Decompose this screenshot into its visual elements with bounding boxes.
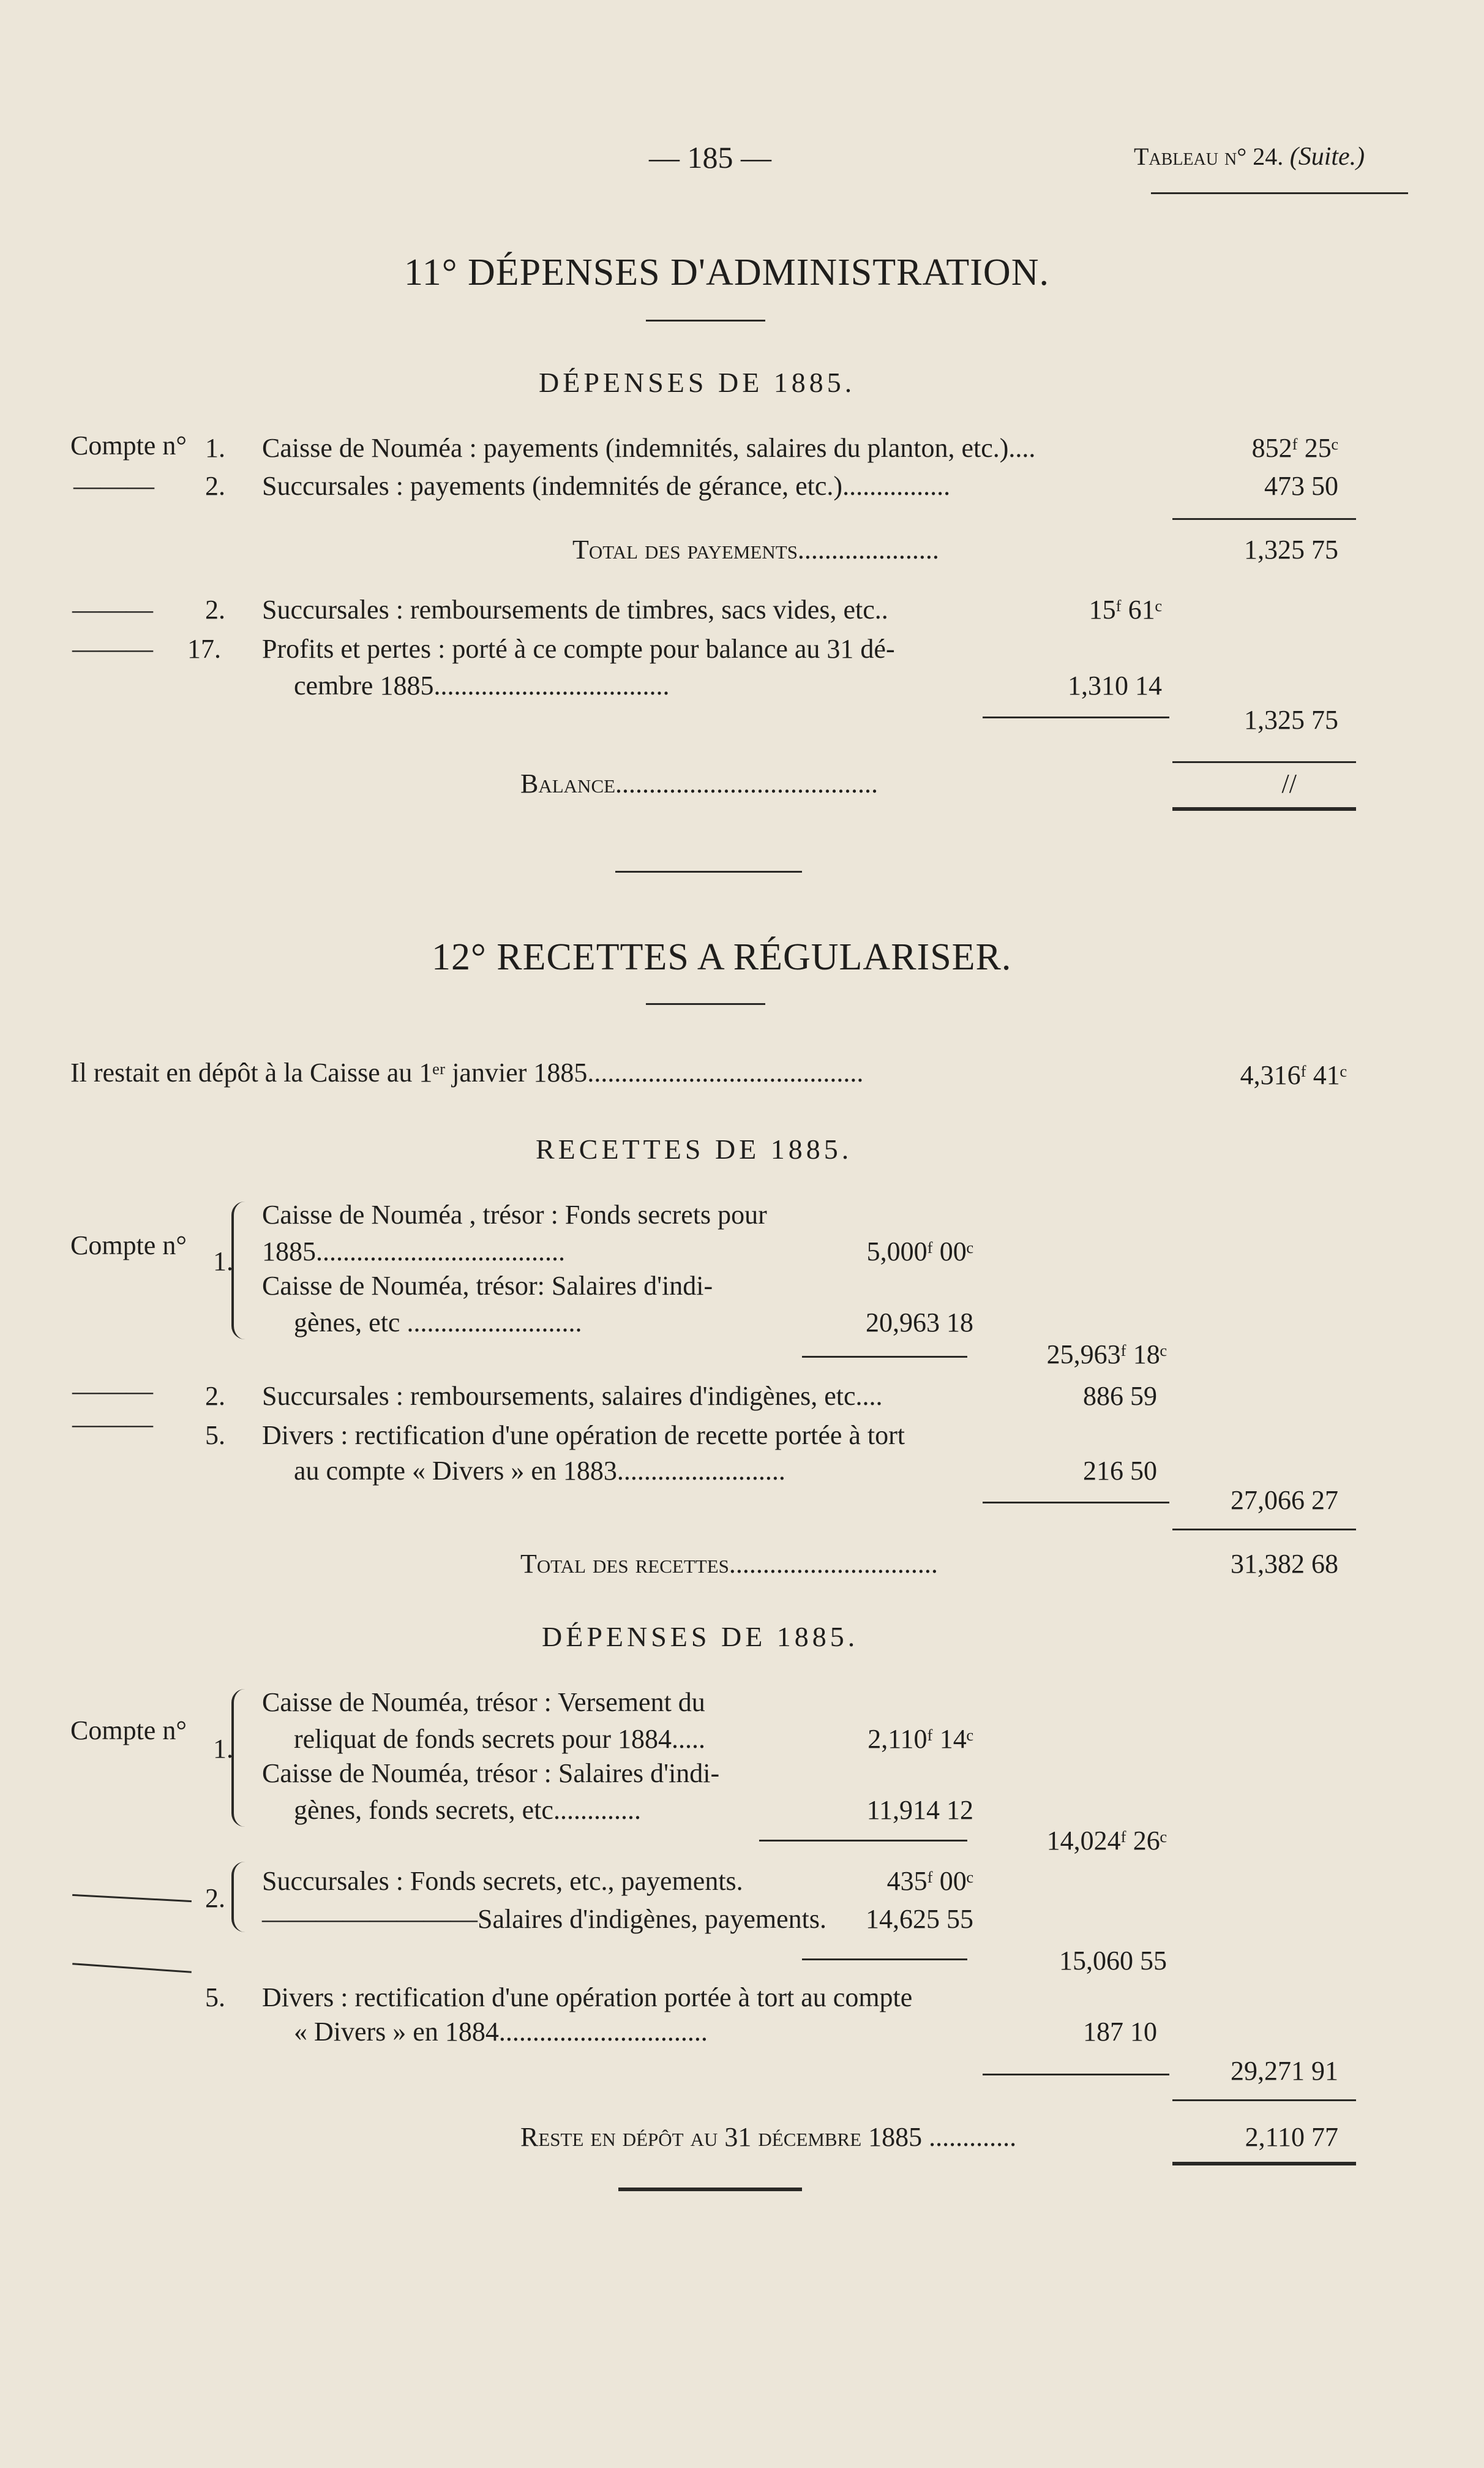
ditto-mark: ——— [72, 595, 153, 625]
balance-amount: // [1281, 769, 1297, 799]
compte-label: Compte n° [70, 431, 187, 461]
reste-label: Reste en dépôt au 31 décembre 1885 ............. [520, 2122, 1017, 2152]
row-number: 2. [205, 1381, 225, 1411]
line-text: Caisse de Nouméa , trésor : Fonds secrets pour [262, 1200, 767, 1230]
sub-total: 25,963ᶠ 18ᶜ [1046, 1339, 1167, 1369]
compte-label: Compte n° [70, 1715, 187, 1745]
row-number: 17. [187, 634, 221, 664]
line-amount: 435ᶠ 00ᶜ [886, 1866, 973, 1896]
total-label: Total des payements..................... [572, 535, 939, 565]
line-text-continued: reliquat de fonds secrets pour 1884..... [294, 1724, 706, 1754]
row-text: Succursales : payements (indemnités de gérance, etc.)................ [262, 471, 951, 501]
sum-rule [983, 717, 1169, 718]
sum-rule [983, 2074, 1169, 2075]
intro-amount: 4,316ᶠ 41ᶜ [1240, 1060, 1347, 1090]
row-number: 5. [205, 1420, 225, 1450]
credits-total: 1,325 75 [1244, 705, 1338, 735]
row-number: 2. [205, 1883, 225, 1913]
row-text: Divers : rectification d'une opération portée à tort au compte [262, 1982, 913, 2012]
row-number: 5. [205, 1982, 225, 2012]
row-text: Profits et pertes : porté à ce compte pour balance au 31 dé- [262, 634, 895, 664]
brace [231, 1689, 252, 1827]
row-amount: 216 50 [1083, 1456, 1157, 1486]
row-text: Divers : rectification d'une opération de recette portée à tort [262, 1420, 905, 1450]
row-amount: 1,310 14 [1068, 671, 1162, 701]
row-amount: 852ᶠ 25ᶜ [1251, 433, 1338, 463]
row-amount: 187 10 [1083, 2017, 1157, 2047]
section-11-subtitle: DÉPENSES DE 1885. [539, 367, 856, 398]
ditto-mark: ——— [73, 471, 154, 501]
compte-number: 1. [213, 1246, 233, 1276]
ditto-mark [72, 1963, 192, 1973]
line-amount: 20,963 18 [866, 1307, 973, 1337]
total-recettes-amount: 31,382 68 [1231, 1549, 1338, 1579]
sum-rule [1172, 761, 1356, 763]
line-text: Succursales : Fonds secrets, etc., payements. [262, 1866, 743, 1896]
row-amount: 886 59 [1083, 1381, 1157, 1411]
line-text: Caisse de Nouméa, trésor: Salaires d'indi- [262, 1271, 713, 1301]
ditto-mark: ——— [72, 1409, 153, 1439]
balance-double-rule [1172, 807, 1356, 811]
line-amount: 2,110ᶠ 14ᶜ [868, 1724, 973, 1754]
line-text: Caisse de Nouméa, trésor : Salaires d'indi- [262, 1758, 720, 1788]
total-recettes-label: Total des recettes............................... [520, 1549, 938, 1579]
line-text-continued: 1885..................................... [262, 1236, 565, 1266]
line-text-continued: gènes, fonds secrets, etc............. [294, 1795, 641, 1825]
row-number: 2. [205, 595, 225, 625]
sum-rule [1172, 2099, 1356, 2101]
row-amount: 473 50 [1264, 471, 1338, 501]
compte-number: 1. [213, 1734, 233, 1764]
row-amount: 15ᶠ 61ᶜ [1089, 595, 1162, 625]
table-ref-label: Tableau n° 24. [1134, 143, 1284, 170]
brace [231, 1202, 252, 1339]
header-rule [1151, 192, 1408, 194]
sum-rule [983, 1502, 1169, 1503]
sub-total: 14,024ᶠ 26ᶜ [1046, 1826, 1167, 1856]
line-text: Caisse de Nouméa, trésor : Versement du [262, 1687, 705, 1717]
recettes-subtitle: RECETTES DE 1885. [536, 1134, 853, 1165]
table-suite-label: (Suite.) [1289, 143, 1365, 171]
section-11-title: 11° DÉPENSES D'ADMINISTRATION. [404, 252, 1049, 293]
row-text: Succursales : remboursements de timbres, sacs vides, etc.. [262, 595, 888, 625]
group-total: 29,271 91 [1231, 2056, 1338, 2086]
table-reference [1134, 142, 1365, 171]
line-text-continued: gènes, etc .......................... [294, 1307, 582, 1337]
row-text: Succursales : remboursements, salaires d'indigènes, etc.... [262, 1381, 883, 1411]
end-ornament-rule [618, 2188, 802, 2191]
compte-label: Compte n° [70, 1230, 187, 1260]
group-total: 27,066 27 [1231, 1485, 1338, 1515]
row-text-continued: « Divers » en 1884............................... [294, 2017, 708, 2047]
row-text-continued: cembre 1885................................... [294, 671, 670, 701]
ditto-mark [72, 1894, 192, 1902]
succ-total: 15,060 55 [1059, 1946, 1167, 1976]
balance-label: Balance....................................... [520, 769, 879, 799]
sum-rule [1172, 518, 1356, 520]
section-12-title: 12° RECETTES A RÉGULARISER. [432, 936, 1012, 978]
line-amount: 14,625 55 [866, 1904, 973, 1934]
depenses-subtitle: DÉPENSES DE 1885. [542, 1621, 859, 1652]
title-rule [646, 320, 765, 322]
row-number: 1. [205, 433, 225, 463]
sum-rule [802, 1356, 967, 1358]
title-rule [646, 1003, 765, 1005]
row-text: Caisse de Nouméa : payements (indemnités, salaires du planton, etc.).... [262, 433, 1036, 463]
sum-rule [1172, 1529, 1356, 1530]
line-amount: 5,000ᶠ 00ᶜ [866, 1236, 973, 1266]
intro-text: Il restait en dépôt à la Caisse au 1ᵉʳ janvier 1885......................................... [70, 1058, 864, 1088]
ditto-mark: ——— [72, 1376, 153, 1406]
line-amount: 11,914 12 [866, 1795, 973, 1825]
brace [231, 1862, 252, 1932]
row-number: 2. [205, 471, 225, 501]
reste-double-rule [1172, 2162, 1356, 2165]
sum-rule [759, 1840, 967, 1842]
line-text: ————————Salaires d'indigènes, payements. [262, 1904, 827, 1934]
page-number: — 185 — [649, 140, 771, 175]
ditto-mark: ——— [72, 634, 153, 664]
section-divider [615, 871, 802, 873]
total-amount: 1,325 75 [1244, 535, 1338, 565]
sum-rule [802, 1958, 967, 1960]
row-text-continued: au compte « Divers » en 1883......................... [294, 1456, 785, 1486]
reste-amount: 2,110 77 [1245, 2122, 1338, 2152]
